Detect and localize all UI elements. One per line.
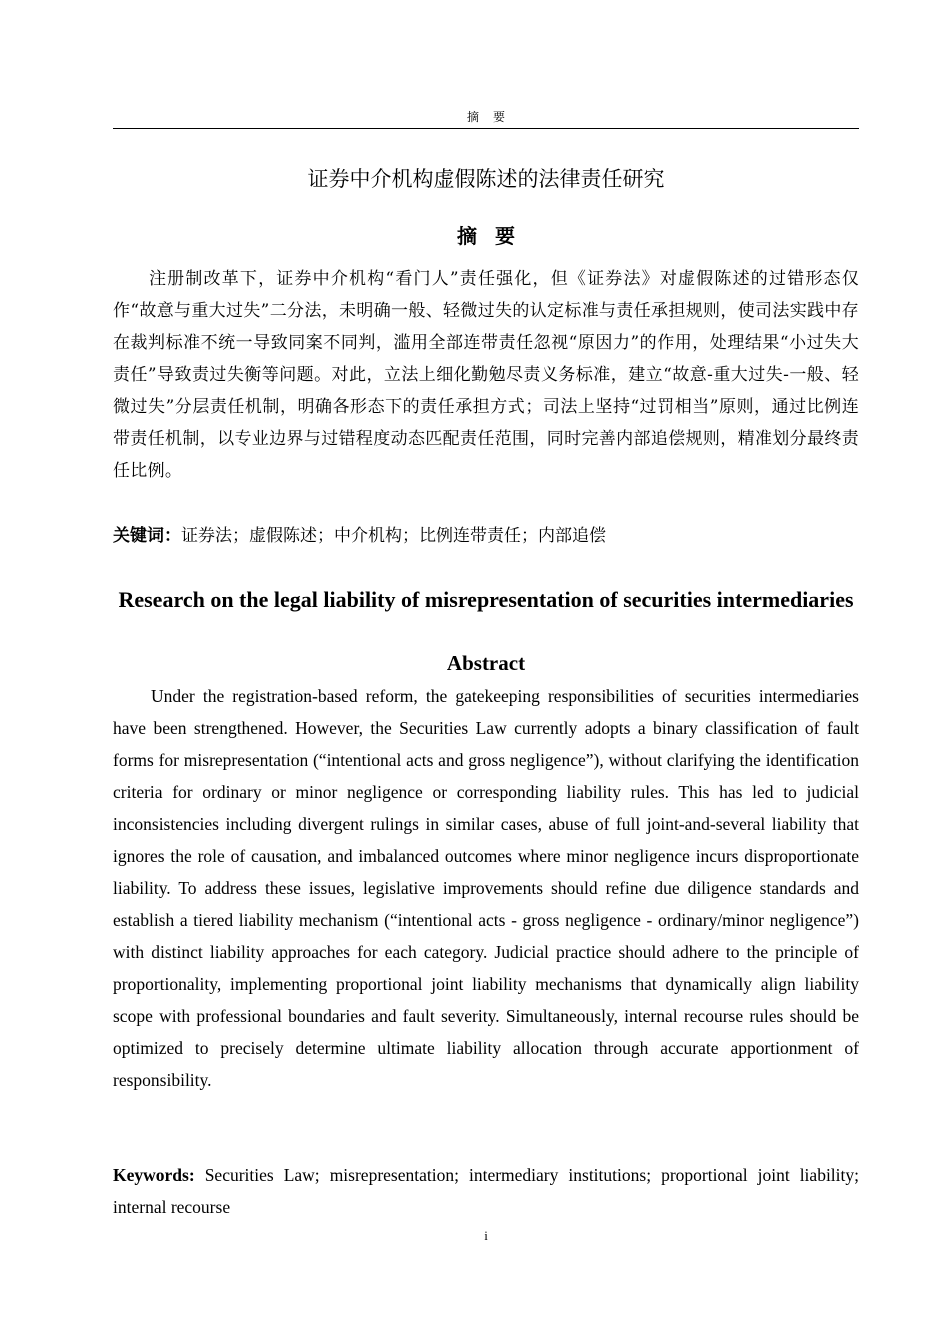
chinese-abstract-body: 注册制改革下，证券中介机构“看门人”责任强化，但《证券法》对虚假陈述的过错形态仅作“故意与重大过失”二分法，未明确一般、轻微过失的认定标准与责任承担规则，使司法实践中存在裁判标准不统一导致同案不同判，滥用全部连带责任忽视“原因力”的作用，处理结果“小过失大责任”导致责过失衡等问题。对此，立法上细化勤勉尽责义务标准，建立“故意-重大过失-一般、轻微过失”分层责任机制，明确各形态下的责任承担方式；司法上坚持“过罚相当”原则，通过比例连带责任机制，以专业边界与过错程度动态匹配责任范围，同时完善内部追偿规则，精准划分最终责任比例。 xyxy=(113,269,859,481)
english-abstract-body: Under the registration-based reform, the gatekeeping responsibilities of securities intermediaries have been strengthened. However, the Securities Law currently adopts a binary classification of fault forms for misrepresentation (“intentional acts and gross negligence”), without clarifying the identification criteria for ordinary or minor negligence or corresponding liability rules. This has led to judicial inconsistencies including divergent rulings in similar cases, abuse of full joint-and-several liability that ignores the role of causation, and imbalanced outcomes where minor negligence incurs disproportionate liability. To address these issues, legislative improvements should refine due diligence standards and establish a tiered liability mechanism (“intentional acts - gross negligence - ordinary/minor negligence”) with distinct liability approaches for each category. Judicial practice should adhere to the principle of proportionality, implementing proportional joint liability mechanisms that dynamically align liability scope with professional boundaries and fault severity. Simultaneously, internal recourse rules should be optimized to precisely determine ultimate liability allocation through accurate apportionment of responsibility. xyxy=(113,686,859,1090)
running-header: 摘要 xyxy=(466,110,519,124)
english-keywords xyxy=(113,1159,859,1223)
header-rule xyxy=(113,128,859,129)
chinese-keywords-label: 关键词： xyxy=(113,526,181,546)
chinese-title: 证券中介机构虚假陈述的法律责任研究 xyxy=(307,167,665,191)
english-keywords-text: Securities Law; misrepresentation; intermediary institutions; proportional joint liability; internal recourse xyxy=(113,1165,860,1217)
page-number: i xyxy=(484,1228,488,1243)
english-keywords-label: Keywords: xyxy=(113,1165,195,1185)
chinese-keywords-text: 证券法；虚假陈述；中介机构；比例连带责任；内部追偿 xyxy=(181,526,606,546)
chinese-keywords xyxy=(113,520,859,552)
chinese-abstract-heading: 摘要 xyxy=(457,224,533,248)
english-abstract-heading: Abstract xyxy=(446,651,526,675)
english-title: Research on the legal liability of misrepresentation of securities intermediaries xyxy=(118,587,854,612)
